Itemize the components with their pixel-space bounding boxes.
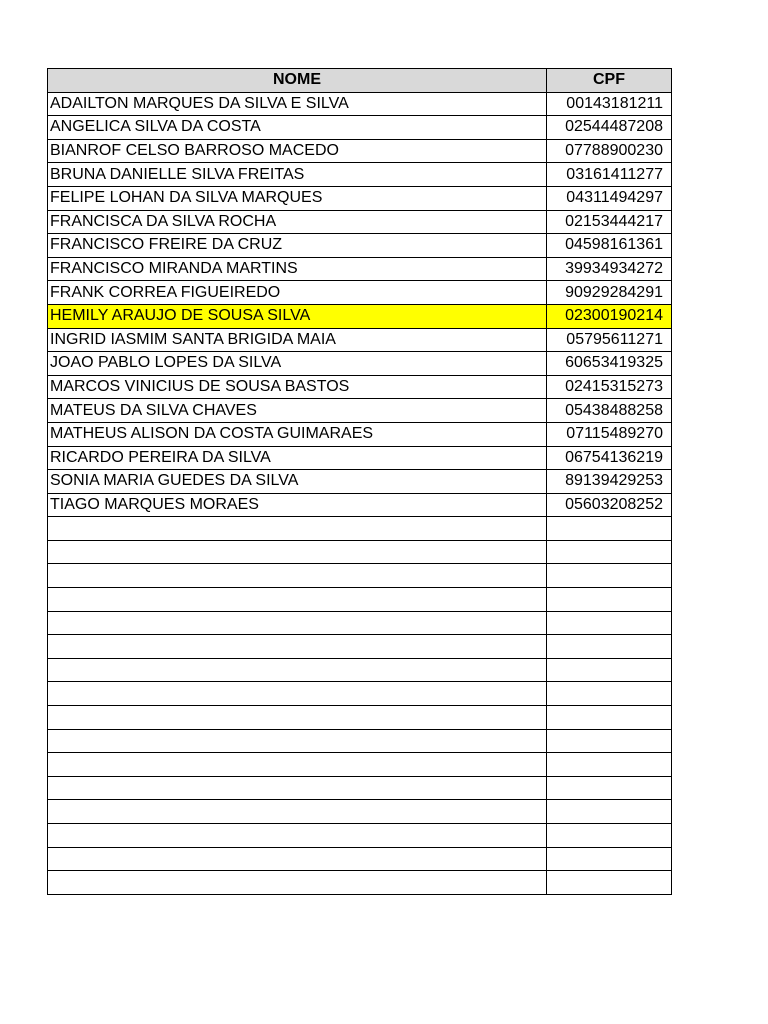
cell-cpf: 03161411277: [547, 163, 672, 187]
table-row: [48, 234, 672, 258]
cell-cpf: 39934934272: [547, 257, 672, 281]
table-row: [48, 328, 672, 352]
cell-nome: HEMILY ARAUJO DE SOUSA SILVA: [48, 304, 547, 328]
table-row: [48, 139, 672, 163]
cell-nome: SONIA MARIA GUEDES DA SILVA: [48, 470, 547, 494]
cell-nome: [48, 540, 547, 564]
cell-nome: ADAILTON MARQUES DA SILVA E SILVA: [48, 92, 547, 116]
cell-nome: MARCOS VINICIUS DE SOUSA BASTOS: [48, 375, 547, 399]
cell-cpf: [547, 800, 672, 824]
table-row: [48, 281, 672, 305]
cell-nome: TIAGO MARQUES MORAES: [48, 493, 547, 517]
table-body: [48, 92, 672, 894]
table-row: [48, 352, 672, 376]
table-row: [48, 493, 672, 517]
table-row: [48, 186, 672, 210]
table-row: [48, 304, 672, 328]
cell-nome: JOAO PABLO LOPES DA SILVA: [48, 352, 547, 376]
cell-nome: FRANCISCO MIRANDA MARTINS: [48, 257, 547, 281]
table-row: [48, 564, 672, 588]
cell-nome: MATHEUS ALISON DA COSTA GUIMARAES: [48, 422, 547, 446]
names-cpf-table: [47, 68, 672, 895]
cell-cpf: [547, 847, 672, 871]
cell-nome: BRUNA DANIELLE SILVA FREITAS: [48, 163, 547, 187]
table-row: [48, 375, 672, 399]
cell-nome: [48, 776, 547, 800]
table-row: [48, 776, 672, 800]
cell-cpf: [547, 776, 672, 800]
cell-cpf: 90929284291: [547, 281, 672, 305]
table-row: [48, 163, 672, 187]
cell-cpf: 05795611271: [547, 328, 672, 352]
cell-cpf: [547, 540, 672, 564]
cell-cpf: 04311494297: [547, 186, 672, 210]
table-row: [48, 682, 672, 706]
table-row: [48, 753, 672, 777]
cell-nome: [48, 635, 547, 659]
table-row: [48, 210, 672, 234]
cell-nome: FELIPE LOHAN DA SILVA MARQUES: [48, 186, 547, 210]
cell-cpf: [547, 658, 672, 682]
cell-nome: FRANCISCO FREIRE DA CRUZ: [48, 234, 547, 258]
cell-cpf: 04598161361: [547, 234, 672, 258]
table-row: [48, 257, 672, 281]
cell-nome: [48, 753, 547, 777]
cell-cpf: [547, 611, 672, 635]
table-row: [48, 517, 672, 541]
cell-nome: [48, 729, 547, 753]
cell-nome: FRANCISCA DA SILVA ROCHA: [48, 210, 547, 234]
cell-cpf: 05438488258: [547, 399, 672, 423]
table-row: [48, 800, 672, 824]
cell-nome: [48, 682, 547, 706]
table-row: [48, 588, 672, 612]
cell-nome: FRANK CORREA FIGUEIREDO: [48, 281, 547, 305]
cell-nome: RICARDO PEREIRA DA SILVA: [48, 446, 547, 470]
cell-nome: [48, 517, 547, 541]
cell-cpf: 02544487208: [547, 116, 672, 140]
header-cpf: CPF: [547, 69, 672, 93]
table-row: [48, 635, 672, 659]
cell-nome: [48, 611, 547, 635]
cell-cpf: 07788900230: [547, 139, 672, 163]
cell-cpf: [547, 753, 672, 777]
cell-nome: BIANROF CELSO BARROSO MACEDO: [48, 139, 547, 163]
header-row: [48, 69, 672, 93]
cell-cpf: [547, 588, 672, 612]
table-row: [48, 706, 672, 730]
cell-cpf: 89139429253: [547, 470, 672, 494]
table-row: [48, 92, 672, 116]
table-row: [48, 611, 672, 635]
cell-cpf: [547, 871, 672, 895]
cell-nome: [48, 658, 547, 682]
cell-cpf: [547, 517, 672, 541]
cell-nome: [48, 706, 547, 730]
table-row: [48, 540, 672, 564]
cell-cpf: 00143181211: [547, 92, 672, 116]
cell-cpf: [547, 682, 672, 706]
cell-cpf: 07115489270: [547, 422, 672, 446]
cell-nome: [48, 824, 547, 848]
cell-cpf: 05603208252: [547, 493, 672, 517]
cell-cpf: [547, 729, 672, 753]
cell-nome: ANGELICA SILVA DA COSTA: [48, 116, 547, 140]
cell-cpf: [547, 706, 672, 730]
cell-cpf: [547, 635, 672, 659]
cell-nome: [48, 564, 547, 588]
cell-cpf: [547, 564, 672, 588]
table-row: [48, 729, 672, 753]
cell-nome: [48, 588, 547, 612]
cell-cpf: 60653419325: [547, 352, 672, 376]
cell-cpf: [547, 824, 672, 848]
table-row: [48, 470, 672, 494]
table-row: [48, 871, 672, 895]
table-row: [48, 422, 672, 446]
header-nome: NOME: [48, 69, 547, 93]
table-row: [48, 658, 672, 682]
cell-cpf: 02153444217: [547, 210, 672, 234]
cell-cpf: 02415315273: [547, 375, 672, 399]
table-row: [48, 446, 672, 470]
cell-nome: INGRID IASMIM SANTA BRIGIDA MAIA: [48, 328, 547, 352]
cell-cpf: 02300190214: [547, 304, 672, 328]
cell-nome: MATEUS DA SILVA CHAVES: [48, 399, 547, 423]
cell-nome: [48, 871, 547, 895]
cell-nome: [48, 847, 547, 871]
table-row: [48, 824, 672, 848]
cell-cpf: 06754136219: [547, 446, 672, 470]
cell-nome: [48, 800, 547, 824]
table-row: [48, 847, 672, 871]
table-row: [48, 399, 672, 423]
table-row: [48, 116, 672, 140]
